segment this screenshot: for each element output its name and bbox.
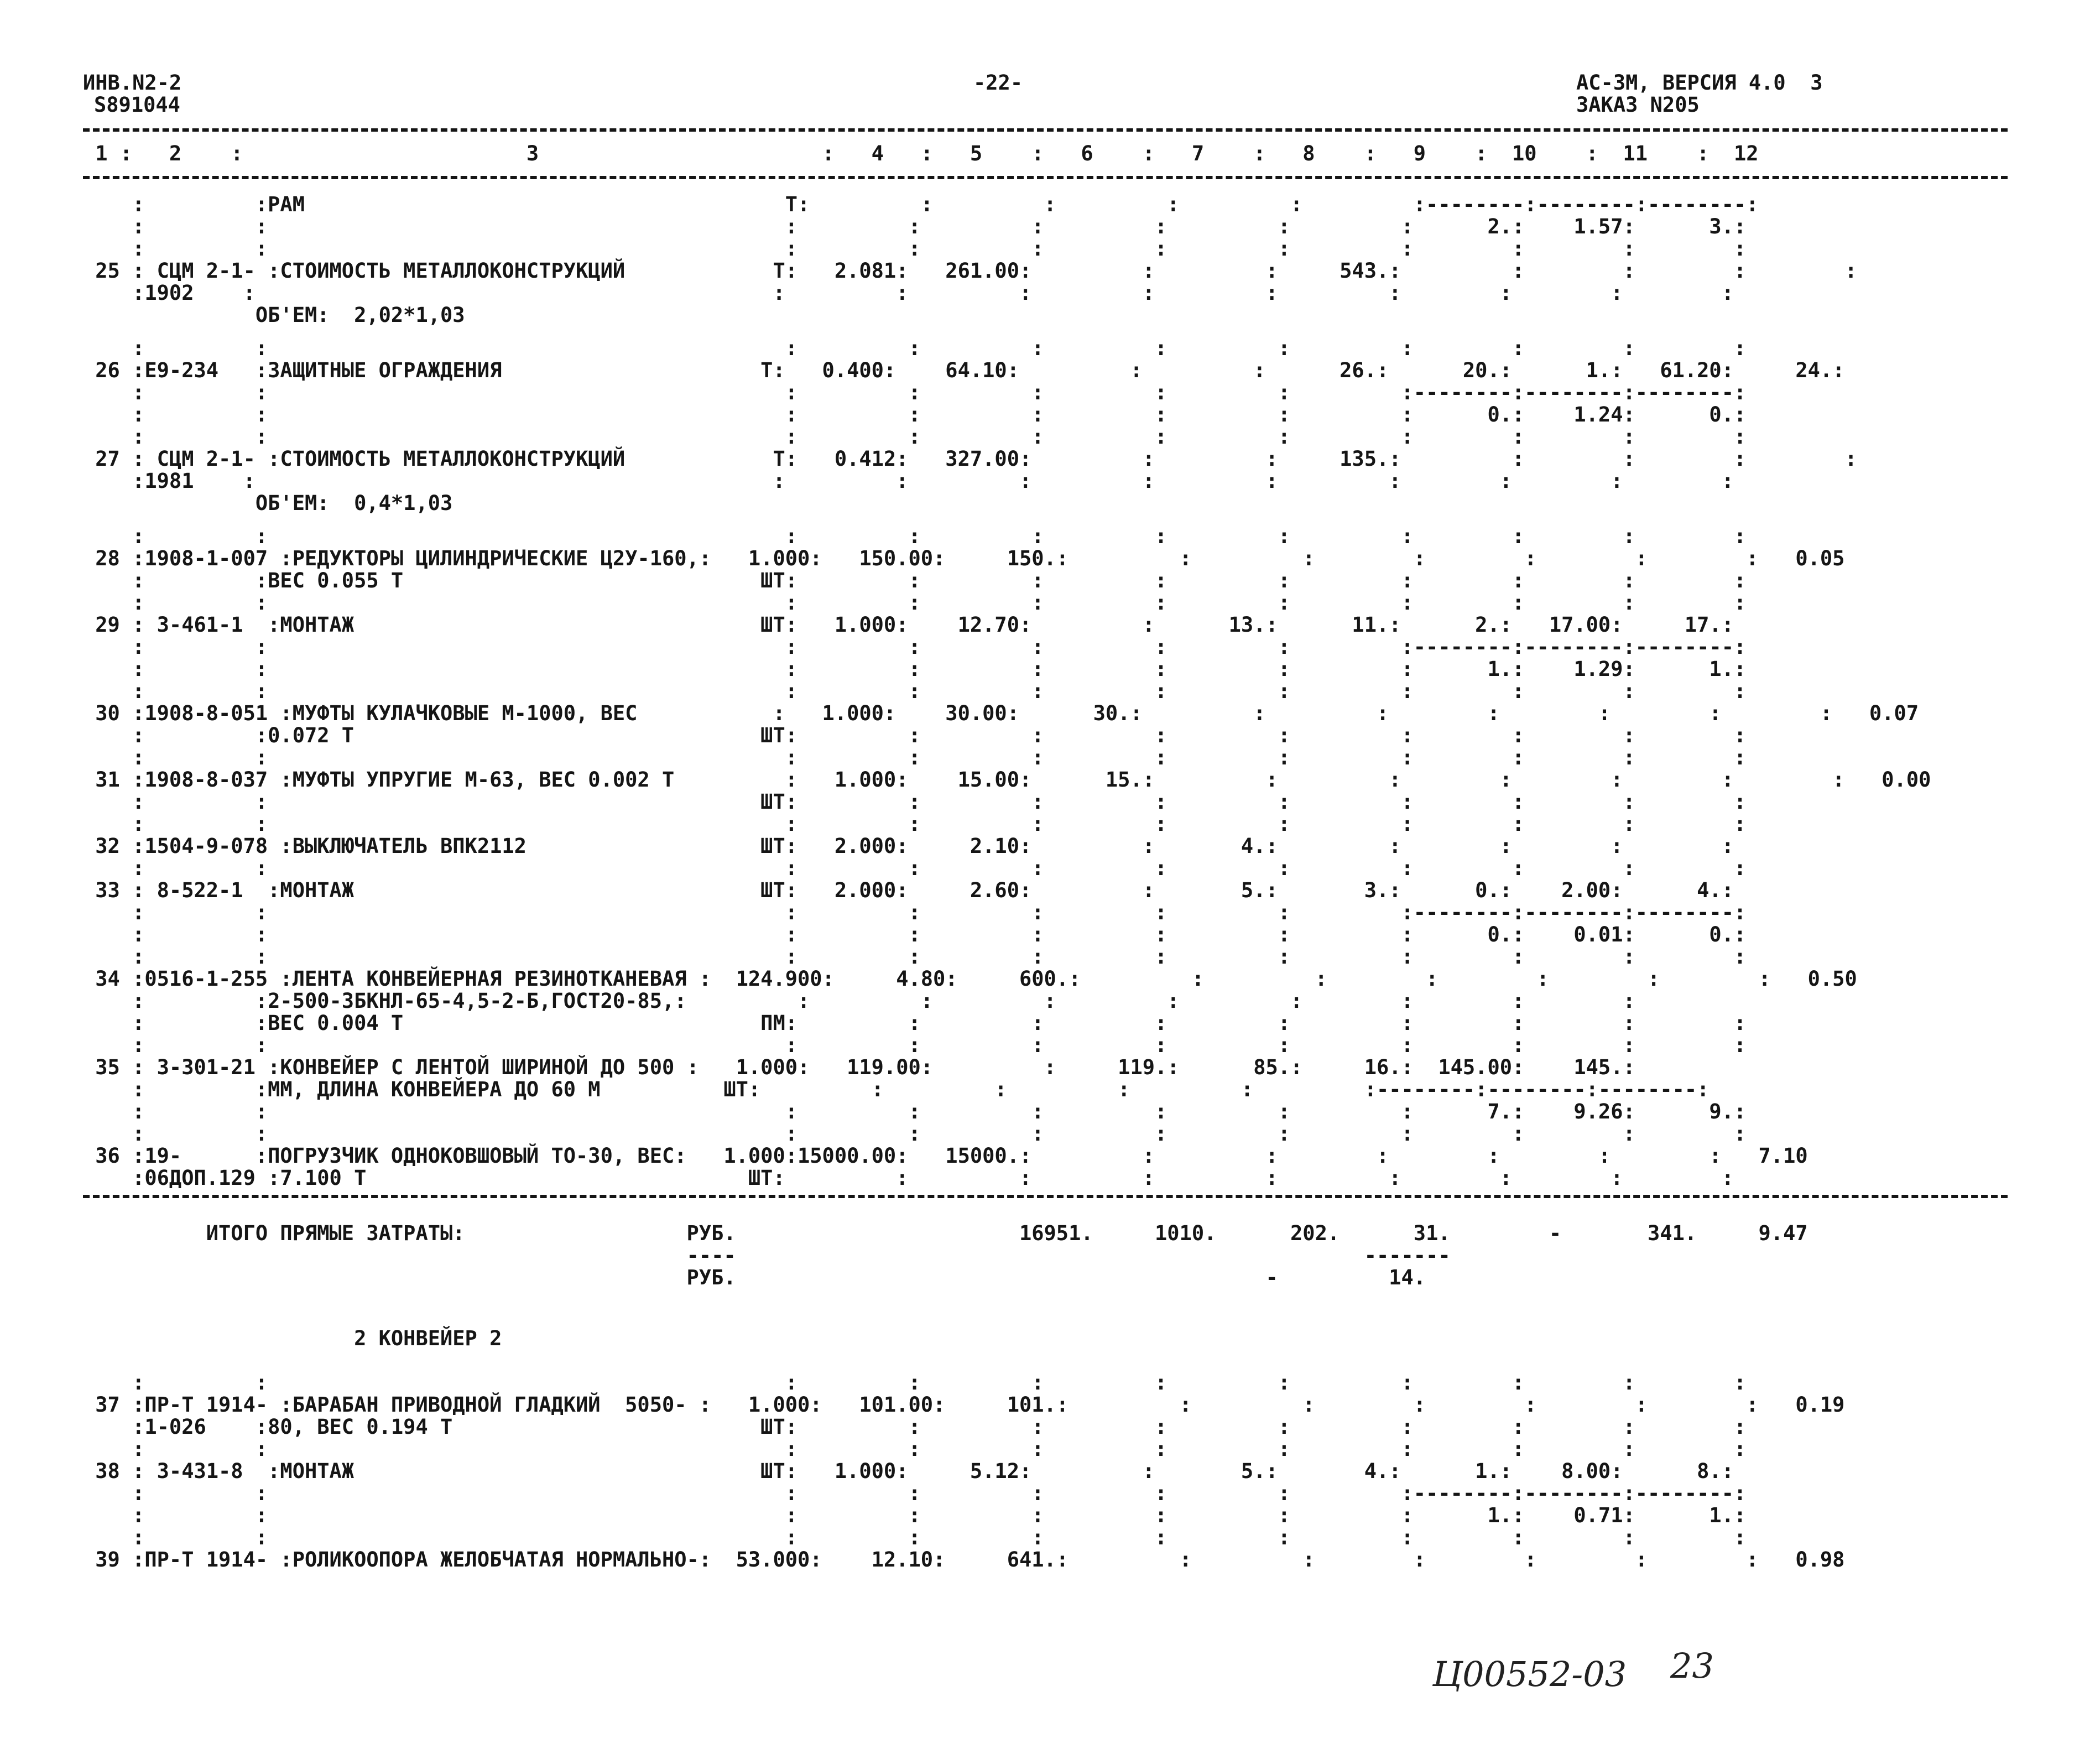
- top-rule: [83, 128, 2008, 132]
- column-header-row: 1 : 2 : 3 : 4 : 5 : 6 : 7 : 8 : 9 : 10 : 11 : 12: [83, 142, 1759, 165]
- table-line: : : : : : : : :--------:--------:--------:: [83, 381, 1747, 404]
- table-line: 36 :19- :ПОГРУЗЧИК ОДНОКОВШОВЫЙ ТО-30, ВЕС: 1.000:15000.00: 15000.: : : : : : : 7.10: [83, 1144, 1808, 1168]
- table-line: : : : : : : : : 1.: 0.71: 1.:: [83, 1503, 1747, 1527]
- table-line: 39 :ПР-Т 1914- :РОЛИКООПОРА ЖЕЛОБЧАТАЯ НОРМАЛЬНО-: 53.000: 12.10: 641.: : : : : : : 0.98: [83, 1548, 1845, 1572]
- table-line: : : : : : : : : : : :: [83, 1437, 1747, 1461]
- table-line: : : : : : : : :--------:--------:--------:: [83, 901, 1747, 924]
- header-order-number: ЗАКАЗ N205: [1576, 93, 1700, 117]
- table-line: : : ШТ: : : : : : : : :: [83, 790, 1747, 814]
- header-rule: [83, 176, 2008, 179]
- table-line: :1-026 :80, ВЕС 0.194 Т ШТ: : : : : : : : :: [83, 1415, 1747, 1439]
- table-line: ОБ'ЕМ: 2,02*1,03: [83, 303, 465, 327]
- table-line: :1981 : : : : : : : : : :: [83, 469, 1734, 493]
- table-line: : : : : : : : : : : :: [83, 1371, 1747, 1394]
- table-line: : : : : : : : : : : :: [83, 679, 1747, 703]
- table-line: : : : : : : : : 0.: 0.01: 0.:: [83, 923, 1747, 946]
- handwritten-page-number: 23: [1670, 1646, 1714, 1686]
- table-line: : :2-500-3БКНЛ-65-4,5-2-Б,ГОСТ20-85,: : : : : : : : :: [83, 989, 1635, 1013]
- table-line: : : : : : : : : : : :: [83, 856, 1747, 880]
- table-line: : : : : : : : : : : :: [83, 1526, 1747, 1549]
- table-line: 29 : 3-461-1 :МОНТАЖ ШТ: 1.000: 12.70: : 13.: 11.: 2.: 17.00: 17.:: [83, 613, 1734, 637]
- table-line: 28 :1908-1-007 :РЕДУКТОРЫ ЦИЛИНДРИЧЕСКИЕ Ц2У-160,: 1.000: 150.00: 150.: : : : : : : 0.05: [83, 547, 1845, 570]
- table-line: : : : : : : : :--------:--------:--------:: [83, 1481, 1747, 1505]
- table-line: : : : : : : : : : : :: [83, 1033, 1747, 1057]
- table-line: : : : : : : : : 1.: 1.29: 1.:: [83, 657, 1747, 681]
- table-line: 37 :ПР-Т 1914- :БАРАБАН ПРИВОДНОЙ ГЛАДКИЙ 5050- : 1.000: 101.00: 101.: : : : : : : 0.19: [83, 1393, 1845, 1417]
- table-line: 35 : 3-301-21 :КОНВЕЙЕР С ЛЕНТОЙ ШИРИНОЙ ДО 500 : 1.000: 119.00: : 119.: 85.: 16.: 145.00: 145.:: [83, 1055, 1635, 1079]
- table-line: : : : : : : : : : : :: [83, 591, 1747, 615]
- table-line: : : : : : : : : : : :: [83, 524, 1747, 548]
- header-page-number: -22-: [973, 71, 1023, 95]
- table-line: 32 :1504-9-078 :ВЫКЛЮЧАТЕЛЬ ВПК2112 ШТ: 2.000: 2.10: : 4.: : : : :: [83, 834, 1734, 858]
- table-line: : : : : : : : : : : :: [83, 945, 1747, 969]
- table-line: : :РАМ Т: : : : : :--------:--------:--------:: [83, 192, 1759, 216]
- header-version: АС-3М, ВЕРСИЯ 4.0 3: [1576, 71, 1823, 95]
- table-line: 2 КОНВЕЙЕР 2: [83, 1326, 502, 1350]
- table-line: : : : : : : : : : : :: [83, 425, 1747, 449]
- table-line: 34 :0516-1-255 :ЛЕНТА КОНВЕЙЕРНАЯ РЕЗИНОТКАНЕВАЯ : 124.900: 4.80: 600.: : : : : : : 0.50: [83, 967, 1857, 991]
- table-line: : : : : : : : : : : :: [83, 746, 1747, 769]
- table-line: ОБ'ЕМ: 0,4*1,03: [83, 491, 453, 515]
- table-line: : : : : : : : : : : :: [83, 336, 1747, 360]
- table-line: : : : : : : : : : : :: [83, 237, 1747, 261]
- total-rule: [83, 1195, 2008, 1198]
- table-line: ---- -------: [83, 1243, 1451, 1267]
- table-line: 33 : 8-522-1 :МОНТАЖ ШТ: 2.000: 2.60: : 5.: 3.: 0.: 2.00: 4.:: [83, 878, 1734, 902]
- table-line: : :ВЕС 0.004 Т ПМ: : : : : : : : :: [83, 1011, 1747, 1035]
- header-document-code: S891044: [94, 93, 180, 117]
- table-line: ИТОГО ПРЯМЫЕ ЗАТРАТЫ: РУБ. 16951. 1010. 202. 31. - 341. 9.47: [83, 1221, 1808, 1245]
- table-line: 27 : СЦМ 2-1- :СТОИМОСТЬ МЕТАЛЛОКОНСТРУКЦИЙ Т: 0.412: 327.00: : : 135.: : : : :: [83, 447, 1857, 471]
- table-line: 26 :Е9-234 :ЗАЩИТНЫЕ ОГРАЖДЕНИЯ Т: 0.400: 64.10: : : 26.: 20.: 1.: 61.20: 24.:: [83, 358, 1845, 382]
- table-line: : : : : : : : : : : :: [83, 812, 1747, 836]
- table-line: : : : : : : : : 2.: 1.57: 3.:: [83, 215, 1747, 238]
- table-line: 38 : 3-431-8 :МОНТАЖ ШТ: 1.000: 5.12: : 5.: 4.: 1.: 8.00: 8.:: [83, 1459, 1734, 1483]
- table-line: :06ДОП.129 :7.100 Т ШТ: : : : : : : : :: [83, 1166, 1734, 1190]
- header-inventory-number: ИНВ.N2-2: [83, 71, 182, 95]
- table-line: : :0.072 Т ШТ: : : : : : : : :: [83, 724, 1747, 747]
- table-line: : :ММ, ДЛИНА КОНВЕЙЕРА ДО 60 М ШТ: : : : : :--------:--------:--------:: [83, 1078, 1709, 1101]
- table-line: : : : : : : : : 0.: 1.24: 0.:: [83, 403, 1747, 426]
- handwritten-code: Ц00552-03: [1432, 1654, 1627, 1694]
- table-line: 25 : СЦМ 2-1- :СТОИМОСТЬ МЕТАЛЛОКОНСТРУКЦИЙ Т: 2.081: 261.00: : : 543.: : : : :: [83, 259, 1857, 283]
- table-line: :1902 : : : : : : : : : :: [83, 281, 1734, 305]
- table-line: : : : : : : : :--------:--------:--------:: [83, 635, 1747, 659]
- table-line: : : : : : : : : 7.: 9.26: 9.:: [83, 1100, 1747, 1123]
- table-line: : :ВЕС 0.055 Т ШТ: : : : : : : : :: [83, 569, 1747, 592]
- table-line: РУБ. - 14.: [83, 1266, 1426, 1289]
- table-line: : : : : : : : : : : :: [83, 1122, 1747, 1146]
- table-line: 30 :1908-8-051 :МУФТЫ КУЛАЧКОВЫЕ М-1000, ВЕС : 1.000: 30.00: 30.: : : : : : : 0.07: [83, 701, 1919, 725]
- table-line: 31 :1908-8-037 :МУФТЫ УПРУГИЕ М-63, ВЕС 0.002 Т : 1.000: 15.00: 15.: : : : : : : 0.00: [83, 768, 1931, 792]
